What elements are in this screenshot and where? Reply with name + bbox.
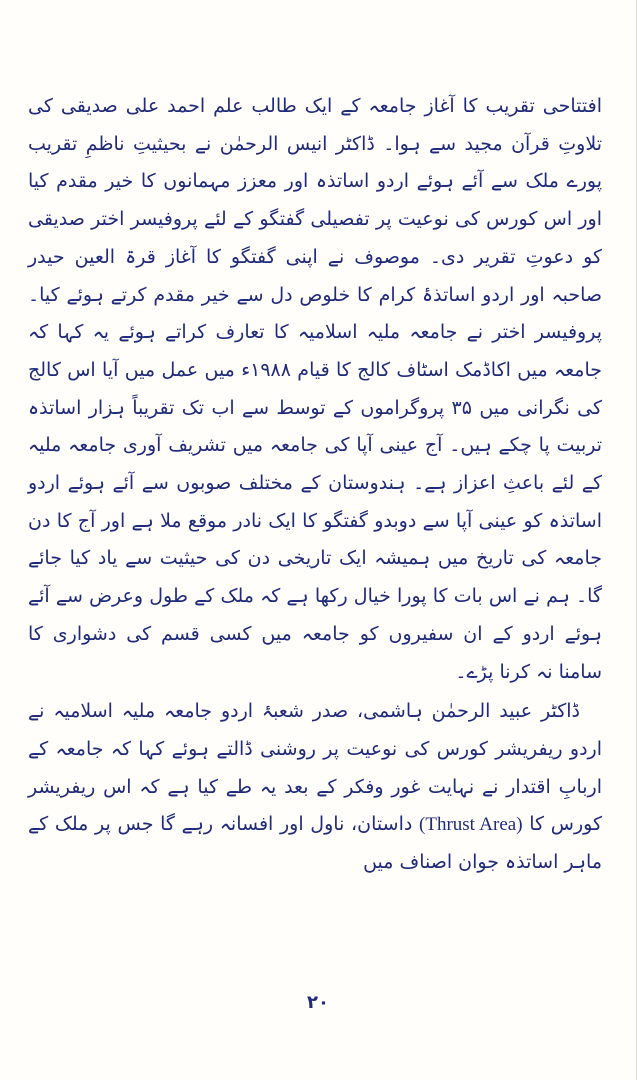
- paragraph-2-text-before: ڈاکٹر عبید الرحمٰن ہاشمی، صدر شعبۂ اردو جامعہ ملیہ اسلامیہ نے اردو ریفریشر کورس کی نوعیت پر روشنی ڈالتے ہوئے کہا کہ جامعہ کے اربابِ اقتدار نے نہایت غور وفکر کے بعد یہ طے کیا ہے کہ اس ریفریشر کورس کا: [28, 700, 602, 836]
- page-number: ۲۰: [307, 992, 329, 1013]
- page-text: [28, 88, 602, 882]
- paragraph-1: افتتاحی تقریب کا آغاز جامعہ کے ایک طالب علم احمد علی صدیقی کی تلاوتِ قرآن مجید سے ہوا۔ ڈاکٹر انیس الرحمٰن نے بحیثیتِ ناظمِ تقریب پورے ملک سے آئے ہوئے اردو اساتذہ اور معزز مہمانوں کا خیر مقدم کیا اور اس کورس کی نوعیت پر تفصیلی گفتگو کے لئے پروفیسر اختر صدیقی کو دعوتِ تقریر دی۔ موصوف نے اپنی گفتگو کا آغاز قرۃ العین حیدر صاحبہ اور اردو اساتذۂ کرام کا خلوص دل سے خیر مقدم کرتے ہوئے کیا۔ پروفیسر اختر نے جامعہ ملیہ اسلامیہ کا تعارف کراتے ہوئے یہ کہا کہ جامعہ میں اکاڈمک اسٹاف کالج کا قیام ۱۹۸۸ء میں عمل میں آیا اس کالج کی نگرانی میں ۳۵ پروگراموں کے توسط سے اب تک تقریباً ہزار اساتذہ تربیت پا چکے ہیں۔ آج عینی آپا کی جامعہ میں تشریف آوری جامعہ ملیہ کے لئے باعثِ اعزاز ہے۔ ہندوستان کے مختلف صوبوں سے آئے ہوئے اردو اساتذہ کو عینی آپا سے دوبدو گفتگو کا ایک نادر موقع ملا ہے اور آج کا دن جامعہ کی تاریخ میں ہمیشہ ایک تاریخی دن کی حیثیت سے یاد کیا جائے گا۔ ہم نے اس بات کا پورا خیال رکھا ہے کہ ملک کے طول وعرض سے آئے ہوئے اردو کے ان سفیروں کو جامعہ میں کسی قسم کی دشواری کا سامنا نہ کرنا پڑے۔: [28, 95, 602, 683]
- paragraph-2: [28, 693, 602, 882]
- paragraph-2-text-after: داستان، ناول اور افسانہ رہے گا جس پر ملک کے ماہر اساتذہ جوان اصناف میں: [28, 813, 602, 874]
- thrust-area-term: (Thrust Area): [419, 814, 523, 836]
